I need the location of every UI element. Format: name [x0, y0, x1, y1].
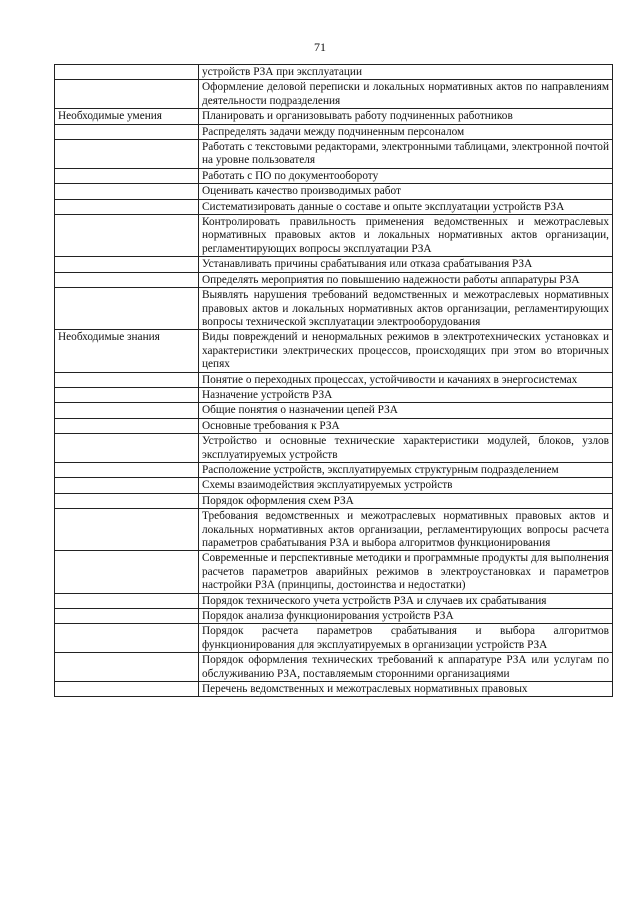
table-cell: Выявлять нарушения требований ведомственных и межотраслевых нормативных правовых актов и локальных нормативных актов организации, регламентирующих вопросы технической эксплуатации электрооборудования: [199, 288, 613, 330]
table-row: [55, 403, 613, 418]
table-row: [55, 199, 613, 214]
table-cell: Устройство и основные технические характеристики модулей, блоков, узлов эксплуатируемых устройств: [199, 434, 613, 463]
table-row: [55, 140, 613, 169]
row-label-cont: [55, 653, 199, 682]
table-cell: Порядок оформления схем РЗА: [199, 493, 613, 508]
row-label-cont: [55, 418, 199, 433]
table-row: [55, 168, 613, 183]
page-number: 71: [314, 40, 326, 54]
table-cell: Распределять задачи между подчиненным персоналом: [199, 124, 613, 139]
table-row: [55, 593, 613, 608]
row-label-cont: [55, 168, 199, 183]
table-cell: Схемы взаимодействия эксплуатируемых устройств: [199, 478, 613, 493]
table-row: [55, 462, 613, 477]
table-cell: Общие понятия о назначении цепей РЗА: [199, 403, 613, 418]
table-row: [55, 624, 613, 653]
table-row: [55, 372, 613, 387]
table-row: [55, 330, 613, 372]
table-cell: Перечень ведомственных и межотраслевых нормативных правовых: [199, 682, 613, 697]
table-cell: устройств РЗА при эксплуатации: [199, 65, 613, 80]
table-cell: Назначение устройств РЗА: [199, 387, 613, 402]
requirements-table: [54, 64, 613, 697]
row-label-cont: [55, 478, 199, 493]
row-label-cont: [55, 387, 199, 402]
table-cell: Требования ведомственных и межотраслевых нормативных правовых актов и локальных нормативных актов организации, регламентирующих вопросы расчета параметров срабатывания РЗА и выбора алгоритмов функционирования: [199, 509, 613, 551]
table-row: [55, 288, 613, 330]
table-cell: Устанавливать причины срабатывания или отказа срабатывания РЗА: [199, 257, 613, 272]
row-label-cont: [55, 372, 199, 387]
table-cell: Расположение устройств, эксплуатируемых структурным подразделением: [199, 462, 613, 477]
table-row: [55, 257, 613, 272]
table-cell: Современные и перспективные методики и программные продукты для выполнения расчетов параметров аварийных режимов в электроустановках и параметров настройки РЗА (принципы, достоинства и недостатки): [199, 551, 613, 593]
table-row: [55, 609, 613, 624]
row-label-cont: [55, 403, 199, 418]
row-label-cont: [55, 462, 199, 477]
table-row: [55, 272, 613, 287]
row-label-cont: [55, 184, 199, 199]
row-label-skills: Необходимые умения: [55, 109, 199, 124]
table-cell: Систематизировать данные о составе и опыте эксплуатации устройств РЗА: [199, 199, 613, 214]
table-row: [55, 109, 613, 124]
table-cell: Определять мероприятия по повышению надежности работы аппаратуры РЗА: [199, 272, 613, 287]
row-label-cont: [55, 140, 199, 169]
table-cell: Порядок оформления технических требований к аппаратуре РЗА или услугам по обслуживанию РЗА, поставляемым сторонними организациями: [199, 653, 613, 682]
table-row: [55, 682, 613, 697]
row-label-cont: [55, 124, 199, 139]
row-label-cont: [55, 257, 199, 272]
table-cell: Основные требования к РЗА: [199, 418, 613, 433]
table-cell: Понятие о переходных процессах, устойчивости и качаниях в энергосистемах: [199, 372, 613, 387]
row-label-cont: [55, 288, 199, 330]
table-row: [55, 65, 613, 80]
row-label-cont: [55, 493, 199, 508]
row-label-knowledge: Необходимые знания: [55, 330, 199, 372]
row-label-cont: [55, 551, 199, 593]
row-label-cont: [55, 434, 199, 463]
row-label-cont: [55, 215, 199, 257]
table-cell: Оформление деловой переписки и локальных нормативных актов по направлениям деятельности подразделения: [199, 80, 613, 109]
table-cell: Порядок анализа функционирования устройств РЗА: [199, 609, 613, 624]
table-cell: Оценивать качество производимых работ: [199, 184, 613, 199]
table-cell: Работать с текстовыми редакторами, электронными таблицами, электронной почтой на уровне пользователя: [199, 140, 613, 169]
table-cell: Планировать и организовывать работу подчиненных работников: [199, 109, 613, 124]
row-label-cont: [55, 199, 199, 214]
table-row: [55, 215, 613, 257]
table-row: [55, 124, 613, 139]
table-cell: Работать с ПО по документообороту: [199, 168, 613, 183]
table-row: [55, 387, 613, 402]
row-label-cont: [55, 272, 199, 287]
table-row: [55, 493, 613, 508]
table-row: [55, 509, 613, 551]
table-cell: Порядок технического учета устройств РЗА и случаев их срабатывания: [199, 593, 613, 608]
table-row: [55, 434, 613, 463]
row-label-cont: [55, 80, 199, 109]
table-cell: Порядок расчета параметров срабатывания и выбора алгоритмов функционирования для эксплуатируемых в организации устройств РЗА: [199, 624, 613, 653]
row-label-cont: [55, 609, 199, 624]
table-row: [55, 551, 613, 593]
table-row: [55, 80, 613, 109]
table-row: [55, 478, 613, 493]
table-row: [55, 184, 613, 199]
row-label-cont: [55, 624, 199, 653]
table-row: [55, 653, 613, 682]
table-cell: Контролировать правильность применения ведомственных и межотраслевых нормативных правовых актов и локальных нормативных актов организации, регламентирующих вопросы эксплуатации РЗА: [199, 215, 613, 257]
row-label: [55, 65, 199, 80]
table-cell: Виды повреждений и ненормальных режимов в электротехнических установках и характеристики электрических процессов, происходящих при этом во вторичных цепях: [199, 330, 613, 372]
row-label-cont: [55, 593, 199, 608]
row-label-cont: [55, 682, 199, 697]
row-label-cont: [55, 509, 199, 551]
table-row: [55, 418, 613, 433]
